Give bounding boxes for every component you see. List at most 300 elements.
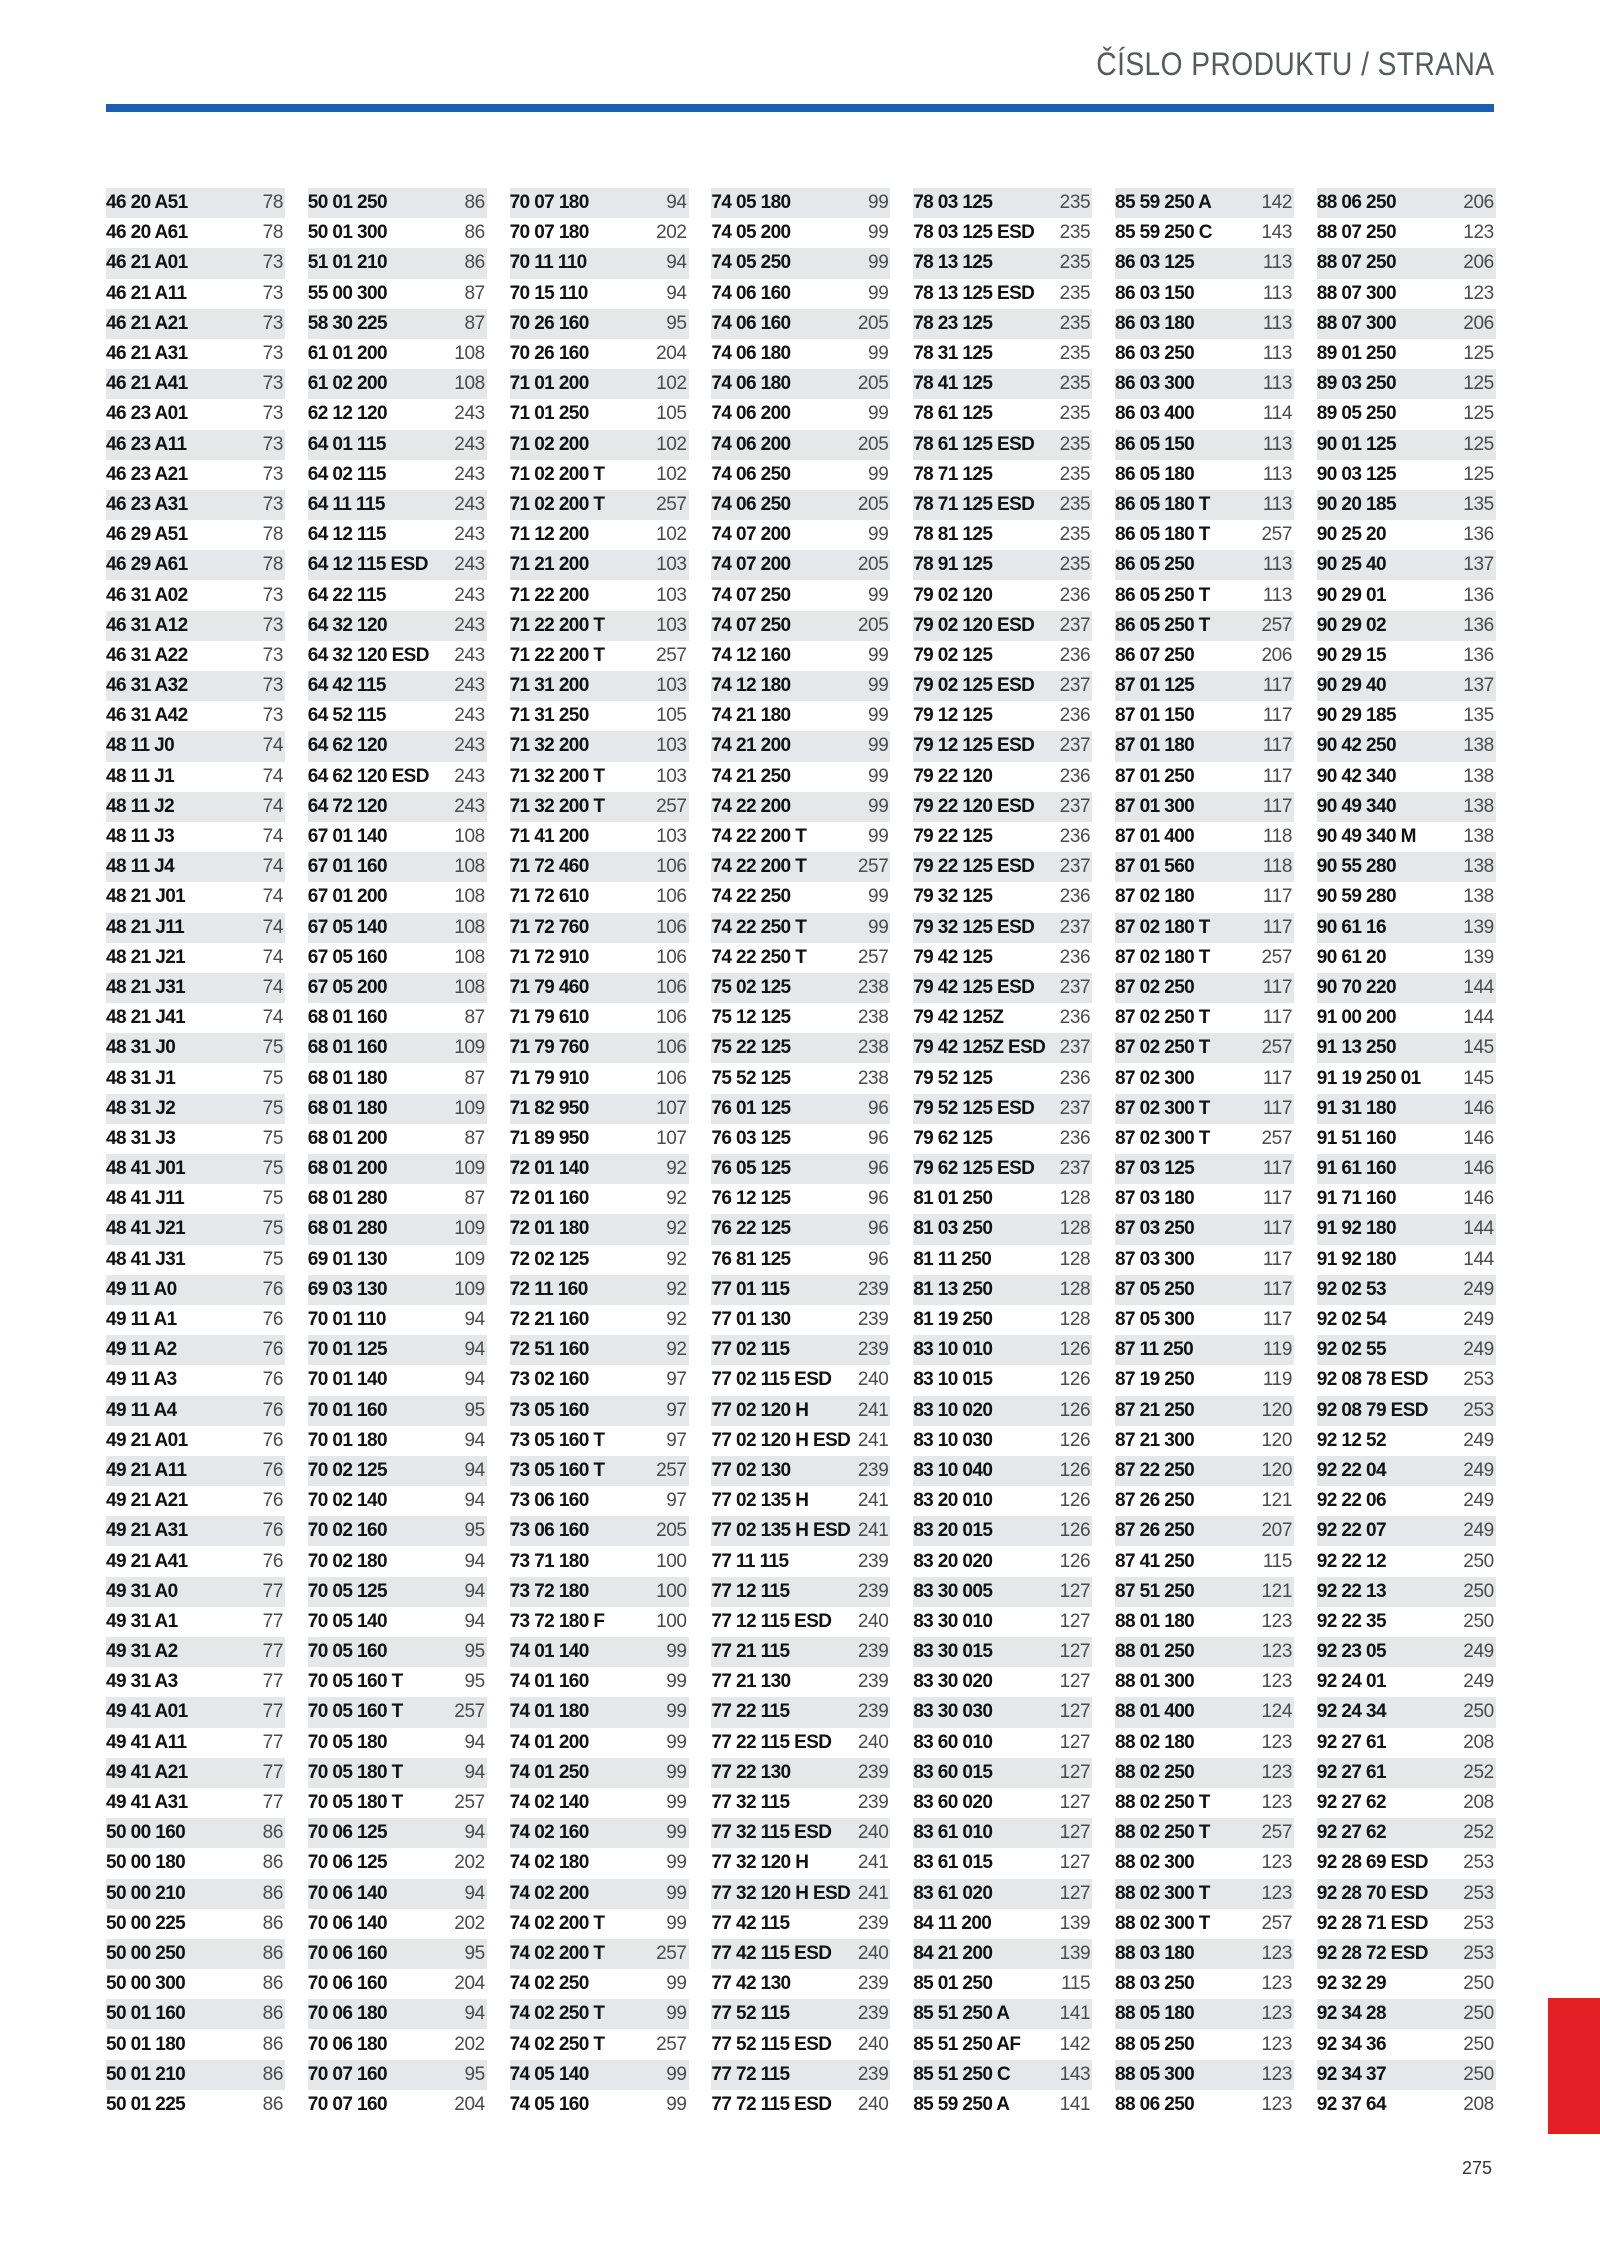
index-row [510,460,689,490]
index-row [106,731,285,761]
page-reference: 144 [1463,1248,1494,1270]
page-reference: 95 [464,1641,485,1663]
index-row [913,1275,1092,1305]
product-number: 92 02 55 [1316,1339,1386,1361]
product-number: 71 32 200 [509,735,589,757]
product-number: 77 02 115 [711,1339,790,1361]
page-reference: 100 [656,1550,687,1572]
page-reference: 141 [1059,2003,1091,2025]
page-reference: 137 [1463,554,1494,576]
product-number: 77 52 115 ESD [711,2033,832,2055]
index-row [510,1003,689,1033]
page-reference: 87 [464,1007,485,1029]
product-number: 74 05 140 [509,2063,589,2085]
product-number: 74 07 250 [711,584,791,606]
page-reference: 257 [656,1459,687,1481]
product-number: 86 05 150 [1115,433,1195,455]
page-reference: 78 [262,554,283,576]
product-number: 87 02 300 T [1115,1097,1210,1119]
product-number: 70 07 160 [307,2063,387,2085]
product-number: 83 61 010 [913,1822,993,1844]
page-reference: 103 [656,735,687,757]
product-number: 46 31 A42 [106,705,188,727]
product-number: 87 41 250 [1115,1550,1195,1572]
index-row [308,1577,487,1607]
page-reference: 77 [262,1610,283,1632]
page-reference: 250 [1463,2063,1494,2085]
index-row [1115,611,1294,641]
page-reference: 118 [1262,856,1292,878]
index-row [510,430,689,460]
product-number: 77 22 115 [711,1701,790,1723]
page-reference: 109 [454,1278,485,1300]
index-row [1317,1939,1496,1969]
page-reference: 235 [1059,192,1091,214]
product-number: 83 10 020 [913,1399,993,1421]
index-row [106,1124,285,1154]
index-row [106,1969,285,1999]
product-number: 71 01 200 [509,373,589,395]
index-row [510,852,689,882]
page-reference: 108 [454,856,485,878]
page-reference: 208 [1463,1731,1494,1753]
page-reference: 240 [857,1731,889,1753]
product-number: 92 24 34 [1316,1701,1386,1723]
product-number: 86 03 125 [1115,252,1195,274]
index-row [510,641,689,671]
index-row [308,1426,487,1456]
page-reference: 139 [1463,946,1494,968]
index-row [1115,580,1294,610]
product-number: 91 92 180 [1316,1248,1396,1270]
product-number: 88 05 180 [1115,2003,1195,2025]
product-number: 87 03 300 [1115,1248,1195,1270]
product-number: 70 06 125 [307,1822,387,1844]
page-reference: 117 [1262,765,1292,787]
product-number: 46 31 A12 [106,614,188,636]
product-number: 49 11 A4 [106,1399,177,1421]
page-reference: 241 [857,1490,889,1512]
index-row [106,1516,285,1546]
page-reference: 236 [1059,1067,1091,1089]
index-row [308,1637,487,1667]
product-number: 67 05 200 [307,976,387,998]
index-row [308,973,487,1003]
product-number: 87 03 180 [1115,1188,1195,1210]
product-number: 90 49 340 M [1316,826,1416,848]
index-row [1115,1486,1294,1516]
index-row [106,1939,285,1969]
page-reference: 257 [454,1701,485,1723]
index-row [106,913,285,943]
product-number: 74 01 180 [509,1701,589,1723]
index-row [308,1818,487,1848]
index-row [1115,762,1294,792]
index-row [510,248,689,278]
product-number: 90 61 20 [1316,946,1386,968]
page-reference: 126 [1059,1369,1091,1391]
index-row [510,701,689,731]
index-row [106,580,285,610]
product-number: 74 01 140 [509,1641,589,1663]
product-number: 50 01 160 [106,2003,186,2025]
page-reference: 86 [262,1973,283,1995]
page-reference: 142 [1059,2033,1091,2055]
page-reference: 74 [262,856,283,878]
page-reference: 253 [1463,1399,1494,1421]
product-number: 83 20 020 [913,1550,993,1572]
product-number: 92 32 29 [1316,1973,1386,1995]
page-reference: 103 [656,765,687,787]
page-reference: 125 [1463,373,1494,395]
index-row [308,2060,487,2090]
page-reference: 123 [1261,2033,1292,2055]
product-number: 77 32 115 [711,1792,790,1814]
page-reference: 126 [1059,1339,1091,1361]
product-number: 64 42 115 [307,675,386,697]
page-reference: 99 [666,2063,687,2085]
page-reference: 257 [1261,1037,1292,1059]
page-reference: 249 [1463,1429,1494,1451]
page-reference: 108 [454,916,485,938]
index-row [106,762,285,792]
page-reference: 127 [1059,1671,1091,1693]
index-row [1317,611,1496,641]
product-number: 90 42 250 [1316,735,1396,757]
product-number: 85 59 250 A [1115,192,1212,214]
index-row [1115,1245,1294,1275]
index-row [1115,2029,1294,2059]
product-number: 71 82 950 [509,1097,589,1119]
product-number: 87 21 250 [1115,1399,1195,1421]
index-row [308,1697,487,1727]
page-reference: 106 [656,916,687,938]
product-number: 72 51 160 [509,1339,589,1361]
page-reference: 106 [656,976,687,998]
index-row [711,1396,890,1426]
index-row [308,913,487,943]
product-number: 48 21 J21 [106,946,186,968]
index-row [510,1275,689,1305]
page-reference: 202 [656,222,687,244]
product-number: 74 07 250 [711,614,791,636]
index-row [1115,279,1294,309]
page-reference: 74 [262,765,283,787]
page-reference: 127 [1059,1822,1091,1844]
product-number: 90 29 185 [1316,705,1396,727]
index-row [1317,1546,1496,1576]
product-number: 83 30 010 [913,1610,993,1632]
product-number: 46 21 A01 [106,252,188,274]
product-number: 77 01 130 [711,1309,791,1331]
product-number: 87 51 250 [1115,1580,1195,1602]
index-row [711,430,890,460]
page-reference: 114 [1262,403,1292,425]
page-reference: 75 [262,1127,283,1149]
index-row [510,671,689,701]
page-reference: 236 [1059,584,1091,606]
page-reference: 235 [1059,282,1091,304]
product-number: 87 02 300 T [1115,1127,1210,1149]
product-number: 48 11 J0 [106,735,175,757]
index-row [1115,550,1294,580]
product-number: 46 21 A11 [106,282,187,304]
product-number: 70 07 160 [307,2093,387,2115]
product-number: 68 01 280 [307,1188,387,1210]
page-reference: 94 [464,1490,485,1512]
page-reference: 243 [454,795,485,817]
page-reference: 86 [262,1882,283,1904]
index-row [510,913,689,943]
page-reference: 257 [656,644,687,666]
page-reference: 239 [857,2003,889,2025]
product-number: 78 13 125 ESD [913,282,1035,304]
product-number: 49 41 A21 [106,1761,188,1783]
page-reference: 123 [1261,1641,1292,1663]
product-number: 71 79 460 [509,976,589,998]
page-reference: 117 [1262,1309,1292,1331]
index-row [510,1516,689,1546]
page-reference: 99 [666,1792,687,1814]
index-row [1115,1063,1294,1093]
index-row [308,1909,487,1939]
product-number: 48 41 J31 [106,1248,186,1270]
index-row [1317,1094,1496,1124]
product-number: 50 00 210 [106,1882,186,1904]
page-reference: 73 [262,373,283,395]
index-row [510,1245,689,1275]
page-reference: 87 [464,1188,485,1210]
product-number: 91 00 200 [1316,1007,1396,1029]
page-reference: 96 [868,1158,889,1180]
index-row [106,1879,285,1909]
index-row [308,248,487,278]
product-number: 87 21 300 [1115,1429,1195,1451]
product-number: 64 62 120 [307,735,387,757]
index-row [308,1396,487,1426]
page-reference: 74 [262,735,283,757]
product-number: 70 07 180 [509,222,589,244]
product-number: 71 32 200 T [509,795,605,817]
product-number: 86 03 300 [1115,373,1195,395]
page-reference: 249 [1463,1641,1494,1663]
page-reference: 117 [1262,1218,1292,1240]
page-reference: 94 [464,1761,485,1783]
index-row [1317,248,1496,278]
index-row [913,369,1092,399]
product-number: 49 21 A11 [106,1459,187,1481]
index-row [510,369,689,399]
product-number: 49 11 A1 [106,1309,177,1331]
product-number: 74 02 200 T [509,1912,605,1934]
index-row [106,188,285,218]
product-number: 87 02 250 T [1115,1007,1210,1029]
index-row [106,399,285,429]
product-number: 77 01 115 [711,1278,790,1300]
index-row [106,279,285,309]
page-reference: 250 [1463,1610,1494,1632]
product-number: 81 13 250 [913,1278,993,1300]
page-reference: 139 [1463,916,1494,938]
index-row [711,913,890,943]
product-number: 48 41 J01 [106,1158,186,1180]
index-row [1317,1124,1496,1154]
page-reference: 86 [262,2033,283,2055]
page-reference: 113 [1262,554,1292,576]
page-header-title: ČÍSLO PRODUKTU / STRANA [1095,46,1494,82]
product-number: 49 41 A11 [106,1731,187,1753]
index-row [510,1063,689,1093]
page-reference: 235 [1059,373,1091,395]
page-reference: 123 [1261,1882,1292,1904]
page-reference: 96 [868,1097,889,1119]
page-reference: 107 [656,1127,687,1149]
page-reference: 97 [666,1490,687,1512]
product-number: 70 05 140 [307,1610,387,1632]
product-number: 46 31 A32 [106,675,188,697]
index-row [106,1486,285,1516]
index-row [106,1758,285,1788]
page-reference: 97 [666,1399,687,1421]
page-reference: 109 [454,1097,485,1119]
index-row [1115,1124,1294,1154]
index-row [1115,339,1294,369]
product-number: 83 20 015 [913,1520,993,1542]
page-reference: 237 [1059,1097,1091,1119]
index-row [913,1607,1092,1637]
page-reference: 243 [454,765,485,787]
page-reference: 119 [1262,1339,1292,1361]
product-number: 70 05 180 T [307,1792,403,1814]
page-reference: 123 [1261,2063,1292,2085]
product-number: 48 21 J41 [106,1007,186,1029]
product-number: 73 02 160 [509,1369,589,1391]
product-number: 64 32 120 ESD [307,644,429,666]
page-reference: 235 [1059,252,1091,274]
product-number: 87 02 180 T [1115,916,1210,938]
page-reference: 99 [666,2003,687,2025]
index-row [510,1637,689,1667]
product-number: 74 05 200 [711,222,791,244]
index-row [1317,1003,1496,1033]
product-number: 74 02 250 T [509,2033,605,2055]
index-row [1115,913,1294,943]
index-row [1317,1909,1496,1939]
index-row [106,1184,285,1214]
product-number: 74 01 160 [509,1671,589,1693]
index-row [106,882,285,912]
page-reference: 250 [1463,2003,1494,2025]
index-row [106,973,285,1003]
page-reference: 99 [868,343,889,365]
product-number: 90 01 125 [1316,433,1396,455]
index-row [106,2060,285,2090]
index-row [1317,2060,1496,2090]
page-reference: 241 [857,1520,889,1542]
page-reference: 207 [1261,1520,1292,1542]
page-reference: 205 [857,433,889,455]
index-row [711,1516,890,1546]
page-reference: 249 [1463,1309,1494,1331]
index-row [913,580,1092,610]
index-row [106,2029,285,2059]
page-reference: 250 [1463,1580,1494,1602]
index-row [1317,1033,1496,1063]
page-reference: 239 [857,1580,889,1602]
product-number: 79 12 125 ESD [913,735,1035,757]
index-row [1115,1637,1294,1667]
page-reference: 250 [1463,1550,1494,1572]
page-reference: 238 [857,1067,889,1089]
product-number: 49 31 A2 [106,1641,178,1663]
page-reference: 75 [262,1037,283,1059]
product-number: 87 02 250 [1115,976,1195,998]
product-number: 87 02 180 [1115,886,1195,908]
page-reference: 73 [262,433,283,455]
product-number: 92 28 69 ESD [1316,1852,1428,1874]
page-reference: 92 [666,1158,687,1180]
index-row [106,1456,285,1486]
product-number: 74 06 200 [711,403,791,425]
index-row [106,248,285,278]
index-row [913,611,1092,641]
index-row [106,1033,285,1063]
index-row [1317,309,1496,339]
index-row [308,671,487,701]
index-row [106,339,285,369]
page-reference: 127 [1059,1882,1091,1904]
page-reference: 113 [1262,584,1292,606]
index-row [308,882,487,912]
product-number: 61 01 200 [307,343,387,365]
product-number: 88 02 250 T [1115,1792,1210,1814]
index-row [308,550,487,580]
page-reference: 86 [464,222,485,244]
index-row [913,641,1092,671]
index-row [106,460,285,490]
product-number: 46 23 A01 [106,403,188,425]
index-row [106,550,285,580]
page-reference: 99 [868,584,889,606]
page-reference: 94 [666,282,687,304]
product-number: 87 22 250 [1115,1459,1195,1481]
page-reference: 99 [868,282,889,304]
product-number: 78 71 125 [913,463,993,485]
page-reference: 77 [262,1701,283,1723]
index-row [913,1184,1092,1214]
product-number: 67 01 160 [307,856,387,878]
index-row [510,1184,689,1214]
product-number: 74 05 160 [509,2093,589,2115]
page-reference: 243 [454,735,485,757]
index-column [510,188,689,2120]
index-row [711,1788,890,1818]
product-number: 77 52 115 [711,2003,790,2025]
product-number: 70 06 140 [307,1912,387,1934]
page-reference: 123 [1261,1942,1292,1964]
index-row [913,430,1092,460]
index-row [106,1788,285,1818]
index-row [711,1214,890,1244]
product-number: 71 72 760 [509,916,589,938]
index-row [913,248,1092,278]
index-row [913,1335,1092,1365]
index-row [1115,701,1294,731]
index-row [510,1426,689,1456]
index-row [308,1758,487,1788]
page-reference: 96 [868,1127,889,1149]
product-number: 50 00 250 [106,1942,186,1964]
